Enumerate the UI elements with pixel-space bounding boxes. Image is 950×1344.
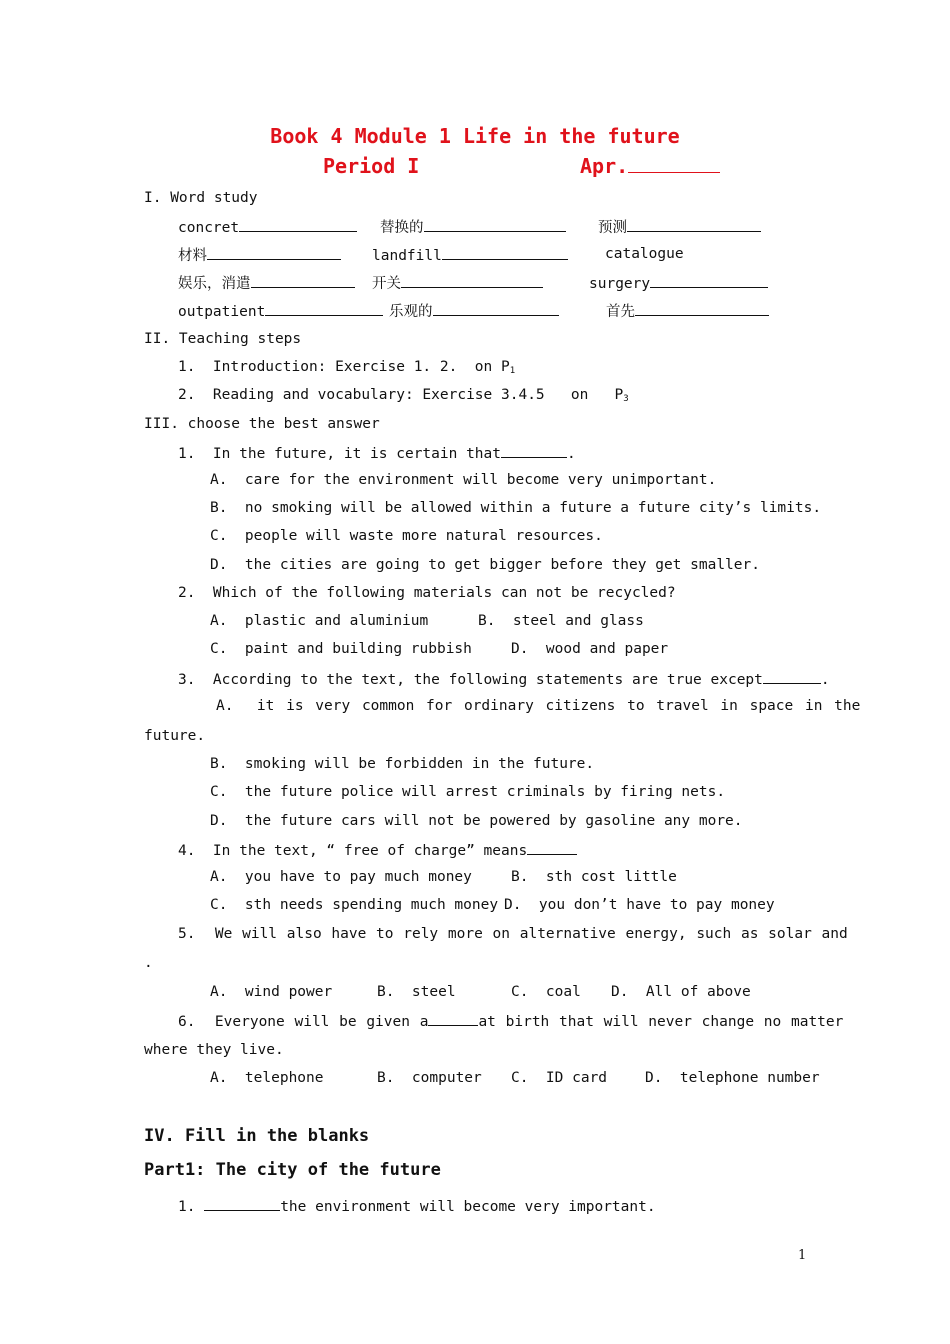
word-item: 材料 xyxy=(178,244,341,266)
question-5-cont: . xyxy=(144,955,153,971)
question-6: 6. Everyone will be given a at birth that will never change no matter xyxy=(178,1010,843,1032)
date-blank xyxy=(628,155,720,173)
fill-blanks-heading: IV. Fill in the blanks xyxy=(144,1126,370,1146)
q1-option-d: D. the cities are going to get bigger before they get smaller. xyxy=(210,557,760,573)
word-item: 首先 xyxy=(606,300,769,322)
q5-option-b: B. steel xyxy=(377,984,456,1000)
q6-option-b: B. computer xyxy=(377,1070,482,1086)
q5-option-a: A. wind power xyxy=(210,984,333,1000)
q1-option-a: A. care for the environment will become very unimportant. xyxy=(210,472,717,488)
q6-option-a: A. telephone xyxy=(210,1070,324,1086)
q5-option-d: D. All of above xyxy=(611,984,751,1000)
question-4: 4. In the text, “ free of charge” means xyxy=(178,839,577,861)
question-3: 3. According to the text, the following statements are true except . xyxy=(178,668,830,690)
word-item: 娱乐，消遣 xyxy=(178,272,355,294)
q6-option-d: D. telephone number xyxy=(645,1070,820,1086)
q3-option-c: C. the future police will arrest criminals by firing nets. xyxy=(210,784,726,800)
word-item: 预测 xyxy=(598,216,761,238)
q4-option-d: D. you don’t have to pay money xyxy=(504,897,775,913)
word-item: surgery xyxy=(589,272,768,294)
question-6-cont: where they live. xyxy=(144,1042,284,1058)
question-1: 1. In the future, it is certain that . xyxy=(178,442,576,464)
choose-heading: III. choose the best answer xyxy=(144,416,380,432)
date-label: Apr. xyxy=(580,154,629,178)
q3-option-a-cont: future. xyxy=(144,728,206,744)
page-number: 1 xyxy=(798,1248,807,1263)
word-item: 乐观的 xyxy=(389,300,559,322)
teaching-steps-heading: II. Teaching steps xyxy=(144,331,302,347)
part1-heading: Part1: The city of the future xyxy=(144,1160,441,1180)
q2-option-b: B. steel and glass xyxy=(478,613,644,629)
q3-option-d: D. the future cars will not be powered by gasoline any more. xyxy=(210,813,743,829)
q3-option-b: B. smoking will be forbidden in the future. xyxy=(210,756,595,772)
word-study-heading: I. Word study xyxy=(144,190,258,206)
q4-option-b: B. sth cost little xyxy=(511,869,677,885)
q4-option-c: C. sth needs spending much money xyxy=(210,897,499,913)
question-2: 2. Which of the following materials can not be recycled? xyxy=(178,585,676,601)
word-item: 开关 xyxy=(372,272,543,294)
date-field xyxy=(580,154,720,178)
q4-option-a: A. you have to pay much money xyxy=(210,869,472,885)
step-1: 1. Introduction: Exercise 1. 2. on $P_1$ xyxy=(178,359,516,376)
word-item: 替换的 xyxy=(380,216,566,238)
q2-option-c: C. paint and building rubbish xyxy=(210,641,472,657)
word-item: outpatient xyxy=(178,300,383,322)
question-5: 5. We will also have to rely more on alternative energy, such as solar and xyxy=(178,926,848,942)
period-label: Period I xyxy=(323,154,420,178)
q2-option-d: D. wood and paper xyxy=(511,641,669,657)
q3-option-a: A. it is very common for ordinary citizens to travel in space in the xyxy=(216,698,861,714)
step-2: 2. Reading and vocabulary: Exercise 3.4.5 on $P_3$ xyxy=(178,387,629,404)
q1-option-c: C. people will waste more natural resources. xyxy=(210,528,603,544)
document-title: Book 4 Module 1 Life in the future xyxy=(270,124,680,148)
q1-option-b: B. no smoking will be allowed within a future a future city’s limits. xyxy=(210,500,822,516)
q6-option-c: C. ID card xyxy=(511,1070,608,1086)
fill-item-1: 1. the environment will become very important. xyxy=(178,1195,656,1217)
q2-option-a: A. plastic and aluminium xyxy=(210,613,429,629)
q5-option-c: C. coal xyxy=(511,984,581,1000)
word-item: catalogue xyxy=(605,246,684,262)
word-item: concret xyxy=(178,216,357,238)
word-item: landfill xyxy=(372,244,568,266)
